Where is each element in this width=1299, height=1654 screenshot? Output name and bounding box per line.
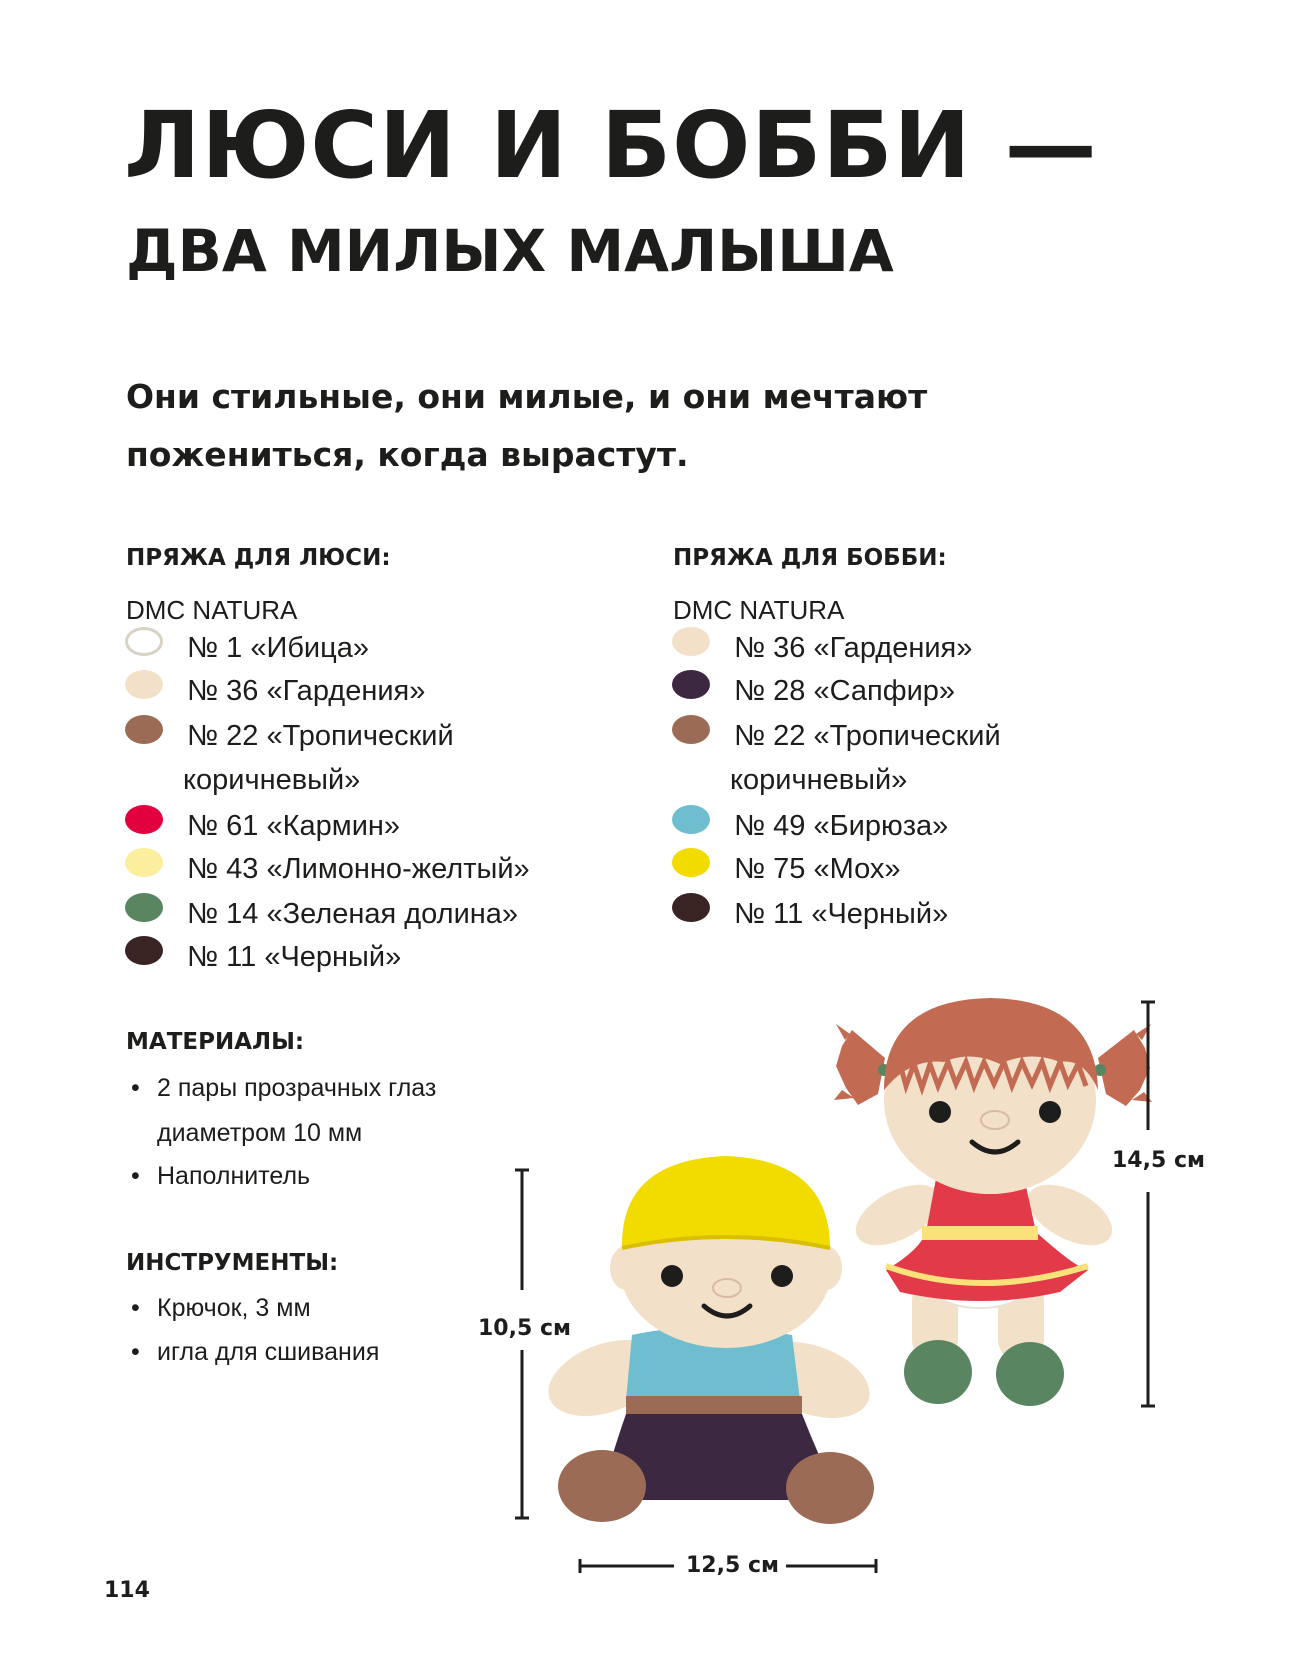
bobby-nose <box>713 1279 741 1297</box>
yarn-label: № 43 «Лимонно-желтый» <box>187 853 530 885</box>
bobby-doll <box>538 1156 880 1524</box>
lucy-left-pigtail <box>834 1024 885 1105</box>
lucy-doll <box>834 998 1152 1406</box>
yarn-label: № 36 «Гардения» <box>734 632 973 664</box>
yarn-label: № 36 «Гардения» <box>187 675 426 707</box>
tools-item-text: Крючок, 3 мм <box>157 1294 311 1322</box>
intro-text: Они стильные, они милые, и они мечтают пожениться, когда вырастут. <box>126 377 928 474</box>
yarn-label: № 49 «Бирюза» <box>734 810 949 842</box>
lucy-yarn-brand: DMC NATURA <box>126 595 298 625</box>
lucy-left-shoe <box>904 1340 972 1404</box>
page-title-line2: ДВА МИЛЫХ МАЛЫША <box>126 217 894 285</box>
materials-heading: МАТЕРИАЛЫ: <box>126 1029 305 1055</box>
page-number: 114 <box>104 1578 150 1603</box>
yarn-label: № 1 «Ибица» <box>187 632 370 664</box>
bobby-right-eye <box>771 1265 793 1287</box>
lucy-left-eye <box>929 1101 951 1123</box>
bobby-cap <box>622 1156 830 1248</box>
lucy-yarn-heading: ПРЯЖА ДЛЯ ЛЮСИ: <box>126 545 391 571</box>
bullet: • <box>131 1338 140 1366</box>
lucy-nose <box>981 1111 1009 1129</box>
yarn-label: № 14 «Зеленая долина» <box>187 898 519 930</box>
bobby-right-foot <box>786 1452 874 1524</box>
bobby-yarn-heading: ПРЯЖА ДЛЯ БОББИ: <box>673 545 947 571</box>
bobby-height-label: 10,5 см <box>478 1316 571 1341</box>
yarn-label: № 11 «Черный» <box>187 941 402 973</box>
bobby-width-label: 12,5 см <box>686 1553 779 1578</box>
yarn-label: № 22 «Тропический <box>187 720 454 752</box>
bobby-left-eye <box>661 1265 683 1287</box>
bullet: • <box>131 1162 140 1190</box>
yarn-label: № 75 «Мох» <box>734 853 901 885</box>
page-title-line1: ЛЮСИ И БОББИ — <box>124 92 1098 199</box>
yarn-label-continued: коричневый» <box>183 764 361 796</box>
yarn-label-continued: коричневый» <box>730 764 908 796</box>
bobby-height-dimension <box>515 1170 529 1518</box>
bullet: • <box>131 1074 140 1102</box>
lucy-height-label: 14,5 см <box>1112 1148 1205 1173</box>
yarn-label: № 22 «Тропический <box>734 720 1001 752</box>
yarn-label: № 61 «Кармин» <box>187 810 401 842</box>
lucy-right-eye <box>1039 1101 1061 1123</box>
yarn-label: № 28 «Сапфир» <box>734 675 956 707</box>
tools-item-text: игла для сшивания <box>157 1338 380 1366</box>
yarn-label: № 11 «Черный» <box>734 898 949 930</box>
materials-item-text: Наполнитель <box>157 1162 311 1190</box>
bullet: • <box>131 1294 140 1322</box>
tools-heading: ИНСТРУМЕНТЫ: <box>126 1250 339 1276</box>
bobby-yarn-brand: DMC NATURA <box>673 595 845 625</box>
lucy-right-pigtail <box>1098 1024 1152 1106</box>
lucy-dress-waistband <box>922 1226 1038 1240</box>
materials-item-text: 2 пары прозрачных глаз <box>157 1074 437 1102</box>
bobby-belt <box>626 1396 802 1414</box>
materials-item-continued: диаметром 10 мм <box>157 1119 363 1147</box>
bobby-left-foot <box>558 1450 646 1522</box>
lucy-right-shoe <box>996 1342 1064 1406</box>
